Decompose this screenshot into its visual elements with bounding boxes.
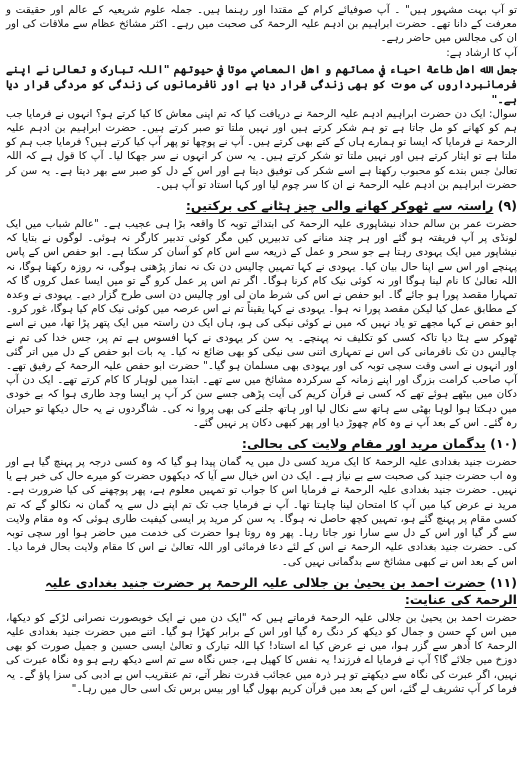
section-10-paragraph: حضرت جنید بغدادی علیہ الرحمۃ کا ایک مرید کسی دل میں یہ گمان پیدا ہو گیا کہ وہ کسی درجہ پر پہنچ گیا ہے اور وہ اب حضرت جنید کی صحبت سے بے نیاز ہے۔ ایک دن اس خیال سے آیا کہ دیکھوں حضرت کو میرے حال کی خبر ہے یا نہیں۔ حضرت جنید بغدادی علیہ الرحمۃ نے فرمایا اس کا جواب تو تمہیں معلوم ہے، پھر پوچھنے کی کیا ضرورت ہے۔ مرید نے عرض کیا میں آپ کا امتحان لینا چاہتا تھا۔ آپ نے فرمایا جب تک تم اپنے دل سے یہ گمان نہ نکالو گے کہ تم کسی مقام پر پہنچ گئے ہو، تمہیں کچھ حاصل نہ ہوگا۔ یہ سن کر مرید پر ایسی کیفیت طاری ہوئی کہ وہ مقام ولایت سے گر گیا اور اس کے دل سے سارا نور جاتا رہا۔ پھر وہ روتا ہوا حضرت کی خدمت میں حاضر ہوا اور سچی توبہ کی۔ حضرت جنید بغدادی علیہ الرحمۃ نے اس کے لئے دعا فرمائی اور اللہ تعالیٰ نے اس کا مقام ولایت بحال فرما دیا۔ اس کے بعد اس نے کبھی مشائخ سے بدگمانی نہیں کی۔ (6, 456, 517, 568)
section-title-9: راستہ سے ٹھوکر کھانے والی چیز ہٹانے کی برکتیں: (185, 198, 494, 214)
question-paragraph: سوال: ایک دن حضرت ابراہیم ادہم علیہ الرحمۃ نے دریافت کیا کہ تم اپنی معاش کا کیا کرتے ہو؟ انہوں نے فرمایا جب ہم کو کھانے کو مل جاتا ہے تو ہم شکر کرتے ہیں اور نہیں ملتا تو صبر کرتے ہیں۔ حضرت ابراہیم بن ادہم علیہ الرحمۃ نے فرمایا کہ ایسا تو ہمارے ہاں کے کتے بھی کرتے ہیں۔ آپ نے پوچھا تو پھر آپ کیا کرتے ہیں؟ فرمایا جب ہم کو ملتا ہے تو ایثار کرتے ہیں اور نہیں ملتا تو شکر کرتے ہیں۔ یہ سن کر انہوں نے سر جھکا لیا۔ آپ کا قول ہے کہ اللہ تعالیٰ جس بندے کو محبوب رکھتا ہے اسے شکر کی توفیق دیتا ہے اور اس کے دل کو صبر سے بھر دیتا ہے۔ یہ سن کر حضرت ابراہیم بن ادہم علیہ الرحمۃ نے ان کا سر چوم لیا اور کہا استاد تو آپ ہیں۔ (6, 107, 517, 191)
section-title-11: حضرت احمد بن یحییٰ بن جلالی علیہ الرحمۃ پر حضرت جنید بغدادی علیہ الرحمۃ کی عنایت: (45, 574, 517, 607)
section-heading-9 (6, 197, 517, 214)
section-11-paragraph: حضرت احمد بن یحییٰ بن جلالی علیہ الرحمۃ فرماتے ہیں کہ "ایک دن میں نے ایک خوبصورت نصرانی لڑکے کو دیکھا، میں اس کے حسن و جمال کو دیکھ کر دنگ رہ گیا اور اس کے برابر کھڑا ہو گیا۔ اتنے میں حضرت جنید بغدادی علیہ الرحمۃ کا اُدھر سے گزر ہوا، میں نے عرض کیا اے استاد! کیا اللہ تبارک و تعالیٰ ایسی حسین و جمیل صورت کو بھی دوزخ میں جلائے گا؟ آپ نے فرمایا اے فرزند! یہ نفس کا کھیل ہے، جس نگاہ سے تم اسے دیکھ رہے ہو وہ نگاہ عبرت کی نہیں، اگر عبرت کی نگاہ سے دیکھتے تو ہر ذرہ میں عجائب قدرت نظر آتے، تم عنقریب اس بے ادبی کی سزا پاؤ گے۔ یہ فرما کر آپ تشریف لے گئے، اس کے بعد میں قرآن کریم بھول گیا اور بیس برس تک اسی حال میں رہا۔" (6, 611, 517, 695)
arabic-quote: جعل الله اهل طاعة احياء في مماتهم و اهل المعاصي موتا في حيوتهم "اللہ تبارک و تعالیٰ نے اپنے فرمانبرداروں کی موت کو بھی زندگی قرار دیا ہے اور نافرمانوں کی زندگی کو مردگی قرار دیا ہے۔" (6, 61, 517, 106)
section-title-10: بدگمان مرید اور مقام ولایت کی بحالی: (241, 436, 486, 452)
intro-paragraph: تو آپ بہت مشہور ہیں" ۔ آپ صوفیائے کرام کے مقتدا اور رہنما ہیں۔ جملہ علوم شریعیہ کے عالم اور حقیقت و معرفت کے دانا تھے۔ حضرت ابراہیم بن ادہم علیہ الرحمۃ کی صحبت میں رہے۔ اکثر مشائخ عظام سے ملاقات کی اور ان کی مجالس میں حاضر رہے۔ (6, 4, 517, 45)
section-heading-11 (6, 574, 517, 608)
section-number-9: (۹) (497, 198, 517, 214)
section-number-10: (۱۰) (490, 436, 517, 452)
saying-intro: آپ کا ارشاد ہے: (446, 46, 517, 59)
section-heading-10 (6, 435, 517, 452)
section-number-11: (۱۱) (490, 574, 517, 590)
section-9-paragraph: حضرت عمر بن سالم حداد نیشاپوری علیہ الرحمۃ کی ابتدائے توبہ کا واقعہ بڑا ہی عجیب ہے۔ "عالم شباب میں ایک لونڈی پر آپ فریفتہ ہو گئے اور ہر چند منانے کی تدبیریں کیں مگر کوئی تدبیر کارگر نہ ہوئی۔ لوگوں نے بتایا کہ نیشاپور میں ایک یہودی رہتا ہے جو سحر و عمل کے ذریعہ سے اس کام کو آسان کر سکتا ہے۔ ابو حفص اس کے پاس پہنچے اور اس سے اپنا حال بیان کیا۔ یہودی نے کہا تمہیں چالیس دن تک نہ نماز پڑھنی ہوگی، نہ روزہ رکھنا ہوگا، نہ اللہ تعالیٰ کا نام لینا ہوگا اور نہ کوئی نیک کام کرنا ہوگا۔ اگر تم اس پر عمل کرو گے تو میں ایسا عمل کروں گا کہ تمہارا مقصد پورا ہو جائے گا۔ ابو حفص نے اس کی شرط مان لی اور چالیس دن اسی طرح گزار دیے۔ یہودی نے وعدہ کے مطابق عمل کیا لیکن مقصد پورا نہ ہوا۔ یہودی نے کہا یقیناً تم نے اس عرصہ میں کوئی نیک کام کیا ہوگا، غور کرو۔ ابو حفص نے کہا مجھے تو یاد نہیں کہ میں نے کوئی نیکی کی ہو، ہاں ایک دن راستہ میں ایک پتھر پڑا تھا، میں نے اسے ٹھوکر سے ہٹا دیا تاکہ کسی کو تکلیف نہ پہنچے۔ یہ سن کر یہودی نے کہا افسوس ہے تم پر، جس خدا کی تم نے چالیس دن تک نافرمانی کی اس نے تمہاری اتنی سی نیکی کو بھی ضائع نہ کیا۔ یہ بات ابو حفص کے دل میں اتر گئی اور انہوں نے اسی وقت سچی توبہ کی اور یہودی بھی مسلمان ہو گیا۔" حضرت ابو حفص علیہ الرحمۃ کے رفیق تھے۔ آپ صاحب کرامت بزرگ اور اپنے زمانہ کے سرکردہ مشائخ میں سے تھے۔ ابتدا میں لوہار کا کام کرتے تھے۔ ایک دن آپ دکان میں بیٹھے ہوئے تھے کہ کسی نے قرآن کریم کی آیت پڑھی جسے سن کر آپ پر ایسا وجد طاری ہوا کہ بے خودی میں دہکتا ہوا لوہا بھٹی سے ہاتھ سے نکال لیا اور ہاتھ جلنے کی بھی پروا نہ کی۔ شاگردوں نے یہ حال دیکھا تو حیران رہ گئے۔ اس کے بعد آپ نے وہ کام چھوڑ دیا اور پھر کبھی دکان پر نہیں گئے۔ (6, 218, 517, 429)
